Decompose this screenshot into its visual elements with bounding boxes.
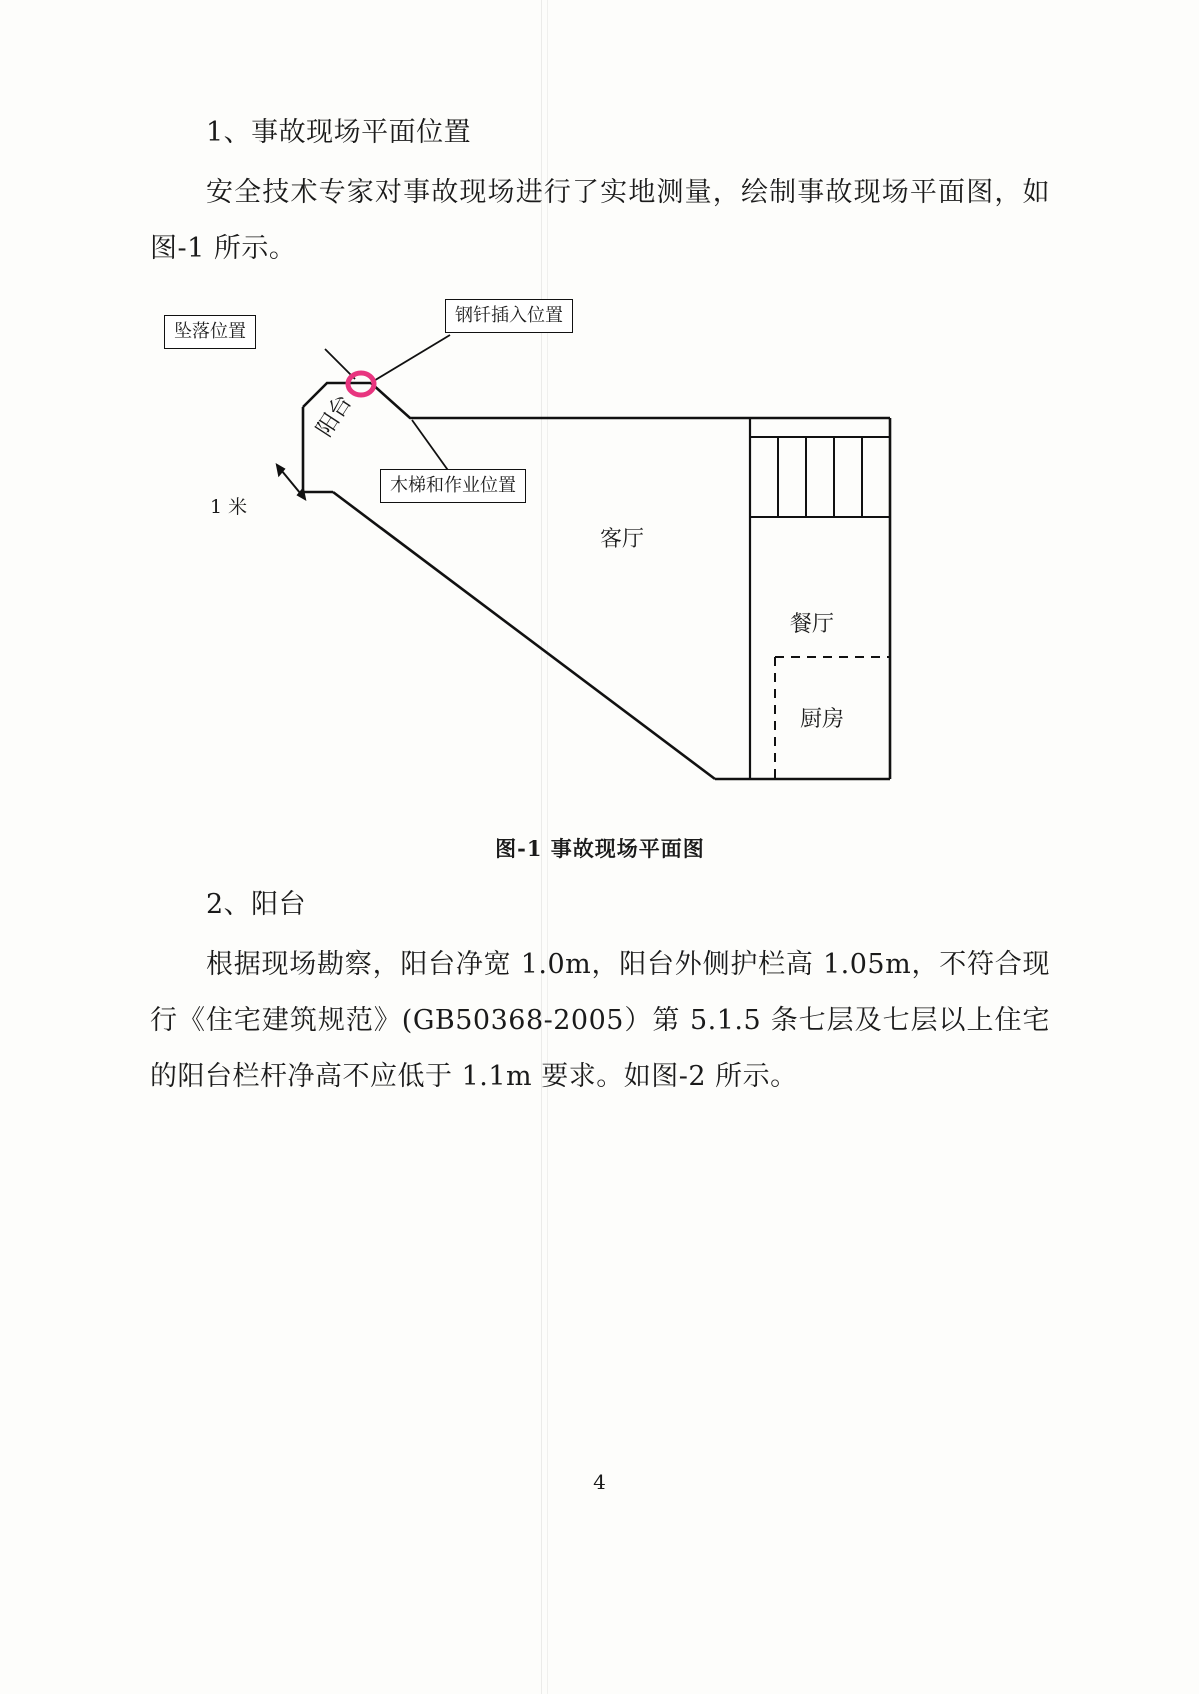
section-2-paragraph: 根据现场勘察，阳台净宽 1.0m，阳台外侧护栏高 1.05m，不符合现行《住宅建筑规范》(GB50368-2005）第 5.1.5 条七层及七层以上住宅的阳台栏杆净高不应低于 1.1m 要求。如图-2 所示。: [150, 949, 1050, 1092]
label-balcony: 阳台: [312, 390, 358, 442]
document-content: [150, 105, 1050, 1111]
callout-fall-position: 坠落位置: [164, 315, 256, 349]
figure-1-caption: 图-1 事故现场平面图: [495, 836, 705, 861]
label-living-room: 客厅: [600, 527, 645, 552]
page-number: 4: [593, 1470, 606, 1494]
section-2-heading: 2、阳台: [206, 889, 307, 920]
label-kitchen: 厨房: [800, 707, 845, 732]
section-1-paragraph: 安全技术专家对事故现场进行了实地测量，绘制事故现场平面图，如图-1 所示。: [150, 177, 1050, 264]
figure-1-drawing: [150, 287, 1050, 827]
section-1-heading: 1、事故现场平面位置: [206, 117, 472, 148]
callout-steel-nail-position: 钢钎插入位置: [445, 299, 573, 333]
label-dining-room: 餐厅: [790, 612, 835, 637]
label-dimension: 1 米: [210, 496, 248, 518]
callout-ladder-work-position: 木梯和作业位置: [380, 469, 526, 503]
figure-1: [150, 287, 1050, 827]
